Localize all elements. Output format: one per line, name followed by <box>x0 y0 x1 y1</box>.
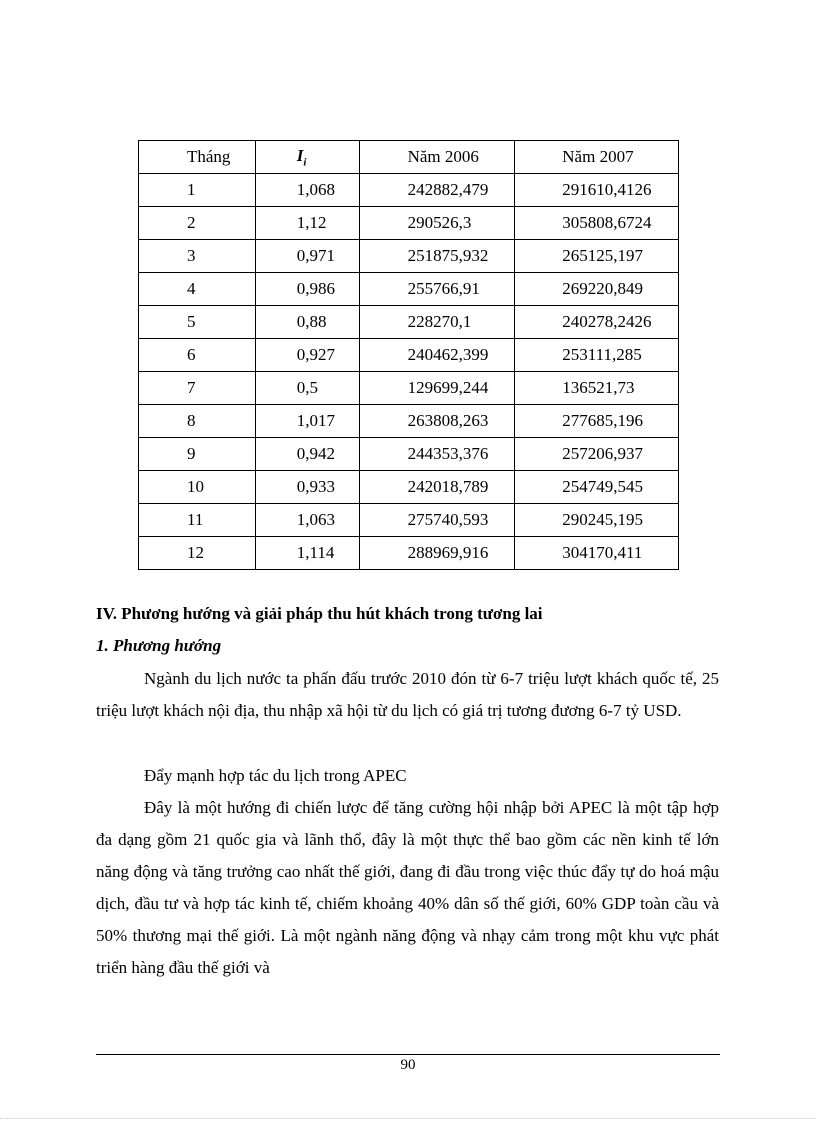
cell-index: 1,063 <box>255 504 359 537</box>
cell-month: 10 <box>139 471 256 504</box>
cell-year-2006: 288969,916 <box>359 537 515 570</box>
cell-year-2006: 244353,376 <box>359 438 515 471</box>
subsection-heading: 1. Phương hướng <box>96 636 222 655</box>
table-row <box>139 438 679 471</box>
cell-index: 0,88 <box>255 306 359 339</box>
footer-divider <box>96 1054 720 1055</box>
cell-index: 0,942 <box>255 438 359 471</box>
table-row <box>139 372 679 405</box>
table-row <box>139 273 679 306</box>
cell-year-2007: 265125,197 <box>515 240 679 273</box>
cell-year-2006: 242882,479 <box>359 174 515 207</box>
cell-index: 0,5 <box>255 372 359 405</box>
table-header-row <box>139 141 679 174</box>
table-row <box>139 207 679 240</box>
cell-year-2006: 242018,789 <box>359 471 515 504</box>
cell-month: 8 <box>139 405 256 438</box>
cell-year-2006: 263808,263 <box>359 405 515 438</box>
cell-month: 5 <box>139 306 256 339</box>
cell-index: 1,068 <box>255 174 359 207</box>
table-row <box>139 306 679 339</box>
table-row <box>139 174 679 207</box>
cell-month: 1 <box>139 174 256 207</box>
cell-month: 11 <box>139 504 256 537</box>
table-row <box>139 537 679 570</box>
paragraph-tourism-targets: Ngành du lịch nước ta phấn đấu trước 2010 đón từ 6-7 triệu lượt khách quốc tế, 25 triệu lượt khách nội địa, thu nhập xã hội từ du lịch có giá trị tương đương 6-7 tỷ USD. <box>96 669 719 720</box>
header-year-2007: Năm 2007 <box>515 141 679 174</box>
cell-year-2007: 304170,411 <box>515 537 679 570</box>
cell-year-2006: 275740,593 <box>359 504 515 537</box>
cell-year-2006: 251875,932 <box>359 240 515 273</box>
cell-year-2006: 255766,91 <box>359 273 515 306</box>
table-row <box>139 240 679 273</box>
cell-year-2007: 253111,285 <box>515 339 679 372</box>
cell-index: 0,971 <box>255 240 359 273</box>
header-year-2006: Năm 2006 <box>359 141 515 174</box>
cell-year-2006: 228270,1 <box>359 306 515 339</box>
cell-year-2007: 240278,2426 <box>515 306 679 339</box>
header-index-letter: I <box>296 145 304 165</box>
cell-index: 1,12 <box>255 207 359 240</box>
cell-month: 9 <box>139 438 256 471</box>
cell-month: 7 <box>139 372 256 405</box>
cell-year-2006: 129699,244 <box>359 372 515 405</box>
cell-month: 6 <box>139 339 256 372</box>
cell-month: 2 <box>139 207 256 240</box>
cell-index: 0,933 <box>255 471 359 504</box>
cell-index: 0,986 <box>255 273 359 306</box>
header-index-sub: i <box>303 156 307 169</box>
page-edge <box>0 1118 816 1119</box>
header-month: Tháng <box>139 141 256 174</box>
cell-year-2007: 291610,4126 <box>515 174 679 207</box>
cell-year-2006: 290526,3 <box>359 207 515 240</box>
table-row <box>139 471 679 504</box>
cell-month: 12 <box>139 537 256 570</box>
cell-year-2007: 305808,6724 <box>515 207 679 240</box>
cell-index: 0,927 <box>255 339 359 372</box>
cell-year-2007: 277685,196 <box>515 405 679 438</box>
table-row <box>139 504 679 537</box>
header-index <box>255 141 359 174</box>
table-row <box>139 405 679 438</box>
table-row <box>139 339 679 372</box>
cell-index: 1,114 <box>255 537 359 570</box>
cell-year-2007: 269220,849 <box>515 273 679 306</box>
page-number: 90 <box>400 1057 416 1073</box>
seasonal-index-table <box>138 140 679 570</box>
cell-year-2007: 257206,937 <box>515 438 679 471</box>
section-heading: IV. Phương hướng và giải pháp thu hút khách trong tương lai <box>96 604 543 623</box>
cell-year-2006: 240462,399 <box>359 339 515 372</box>
cell-month: 4 <box>139 273 256 306</box>
cell-year-2007: 254749,545 <box>515 471 679 504</box>
cell-year-2007: 136521,73 <box>515 372 679 405</box>
paragraph-apec-cooperation: Đẩy mạnh hợp tác du lịch trong APEC <box>144 766 407 785</box>
cell-month: 3 <box>139 240 256 273</box>
paragraph-apec-strategy: Đây là một hướng đi chiến lược để tăng cường hội nhập bởi APEC là một tập hợp đa dạng gồm 21 quốc gia và lãnh thổ, đây là một thực thể bao gồm các nền kinh tế lớn năng động và tăng trưởng cao nhất thế giới, đang đi đầu trong việc thúc đẩy tự do hoá mậu dịch, đầu tư và hợp tác kinh tế, chiếm khoảng 40% dân số thế giới, 60% GDP toàn cầu và 50% thương mại thế giới. Là một ngành năng động và nhạy cảm trong một khu vực phát triển hàng đầu thế giới và <box>96 798 719 977</box>
cell-year-2007: 290245,195 <box>515 504 679 537</box>
cell-index: 1,017 <box>255 405 359 438</box>
